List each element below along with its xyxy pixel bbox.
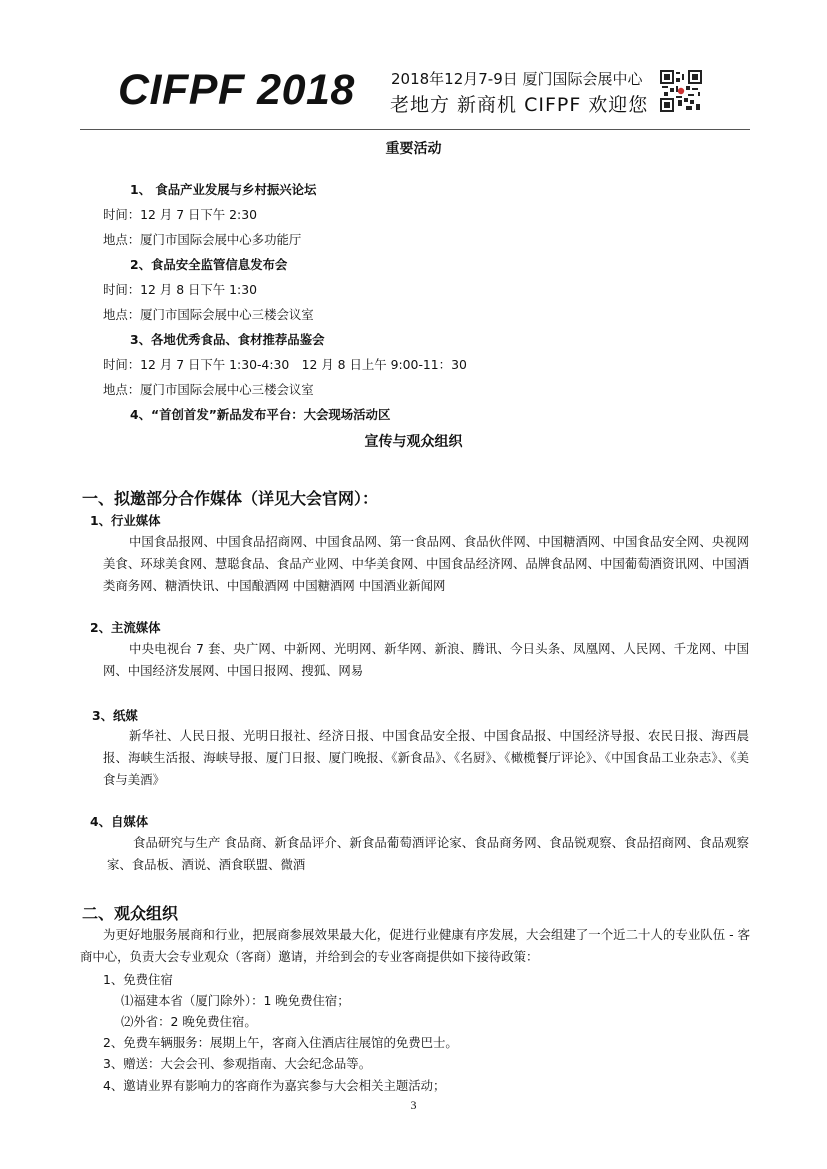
qr-code-icon	[660, 70, 702, 112]
policy-item: 2、免费车辆服务：展期上午，客商入住酒店往展馆的免费巴士。	[103, 1035, 458, 1050]
policy-item: 4、邀请业界有影响力的客商作为嘉宾参与大会相关主题活动；	[103, 1078, 446, 1093]
media-list: 食品研究与生产 食品商、新食品评介、新食品葡萄酒评论家、食品商务网、食品锐观察、食品招商网、食品观察家、食品板、酒说、酒食联盟、微酒	[107, 835, 749, 872]
media-heading: 一、拟邀部分合作媒体（详见大会官网）：	[82, 489, 379, 508]
activity-place: 地点：厦门市国际会展中心三楼会议室	[103, 382, 314, 397]
audience-heading: 二、观众组织	[82, 904, 179, 923]
activity-title: 1、 食品产业发展与乡村振兴论坛	[130, 182, 317, 197]
header-divider	[80, 129, 750, 130]
policy-item: ⑵外省：2 晚免费住宿。	[121, 1014, 257, 1029]
media-label: 3、纸媒	[92, 708, 138, 723]
media-label: 4、自媒体	[90, 814, 149, 829]
publicity-title: 宣传与观众组织	[364, 434, 463, 450]
media-label: 2、主流媒体	[90, 620, 161, 635]
activity-title: 4、“首创首发”新品发布平台：大会现场活动区	[130, 407, 391, 422]
media-list: 中国食品报网、中国食品招商网、中国食品网、第一食品网、食品伙伴网、中国糖酒网、中国食品安全网、央视网美食、环球美食网、慧聪食品、食品产业网、中华美食网、中国食品经济网、品牌食品网、中国葡萄酒资讯网、中国酒类商务网、糖酒快讯、中国酿酒网 中国糖酒网 中国酒业新闻网	[103, 534, 749, 593]
activity-place: 地点：厦门市国际会展中心多功能厅	[103, 232, 302, 247]
media-list: 中央电视台 7 套、央广网、中新网、光明网、新华网、新浪、腾讯、今日头条、凤凰网、人民网、千龙网、中国网、中国经济发展网、中国日报网、搜狐、网易	[103, 641, 749, 678]
policy-item: ⑴福建本省（厦门除外）：1 晚免费住宿；	[121, 993, 350, 1008]
header-date-venue: 2018年12月7-9日 厦门国际会展中心	[391, 70, 643, 88]
activity-time: 时间：12 月 7 日下午 2:30	[103, 207, 257, 222]
activity-title: 3、各地优秀食品、食材推荐品鉴会	[130, 332, 325, 347]
policy-item: 1、免费住宿	[103, 972, 173, 987]
audience-intro: 为更好地服务展商和行业，把展商参展效果最大化，促进行业健康有序发展，大会组建了一个近二十人的专业队伍 - 客商中心，负责大会专业观众（客商）邀请，并给到会的专业客商提供如下接待政策：	[80, 927, 750, 964]
policy-item: 3、赠送：大会会刊、参观指南、大会纪念品等。	[103, 1056, 372, 1071]
page-number: 3	[410, 1098, 417, 1112]
activity-place: 地点：厦门市国际会展中心三楼会议室	[103, 307, 314, 322]
media-label: 1、行业媒体	[90, 513, 161, 528]
cifpf-logo: CIFPF 2018	[118, 66, 355, 114]
activity-time: 时间：12 月 8 日下午 1:30	[103, 282, 257, 297]
media-list: 新华社、人民日报、光明日报社、经济日报、中国食品安全报、中国食品报、中国经济导报、农民日报、海西晨报、海峡生活报、海峡导报、厦门日报、厦门晚报、《新食品》、《名厨》、《橄榄餐厅评论》、《中国食品工业杂志》、《美食与美酒》	[103, 728, 749, 787]
activity-title: 2、食品安全监管信息发布会	[130, 257, 288, 272]
activities-title: 重要活动	[385, 141, 442, 157]
header-slogan: 老地方 新商机 CIFPF 欢迎您	[390, 94, 649, 116]
activity-time: 时间：12 月 7 日下午 1:30-4:30 12 月 8 日上午 9:00-11：30	[103, 357, 467, 372]
